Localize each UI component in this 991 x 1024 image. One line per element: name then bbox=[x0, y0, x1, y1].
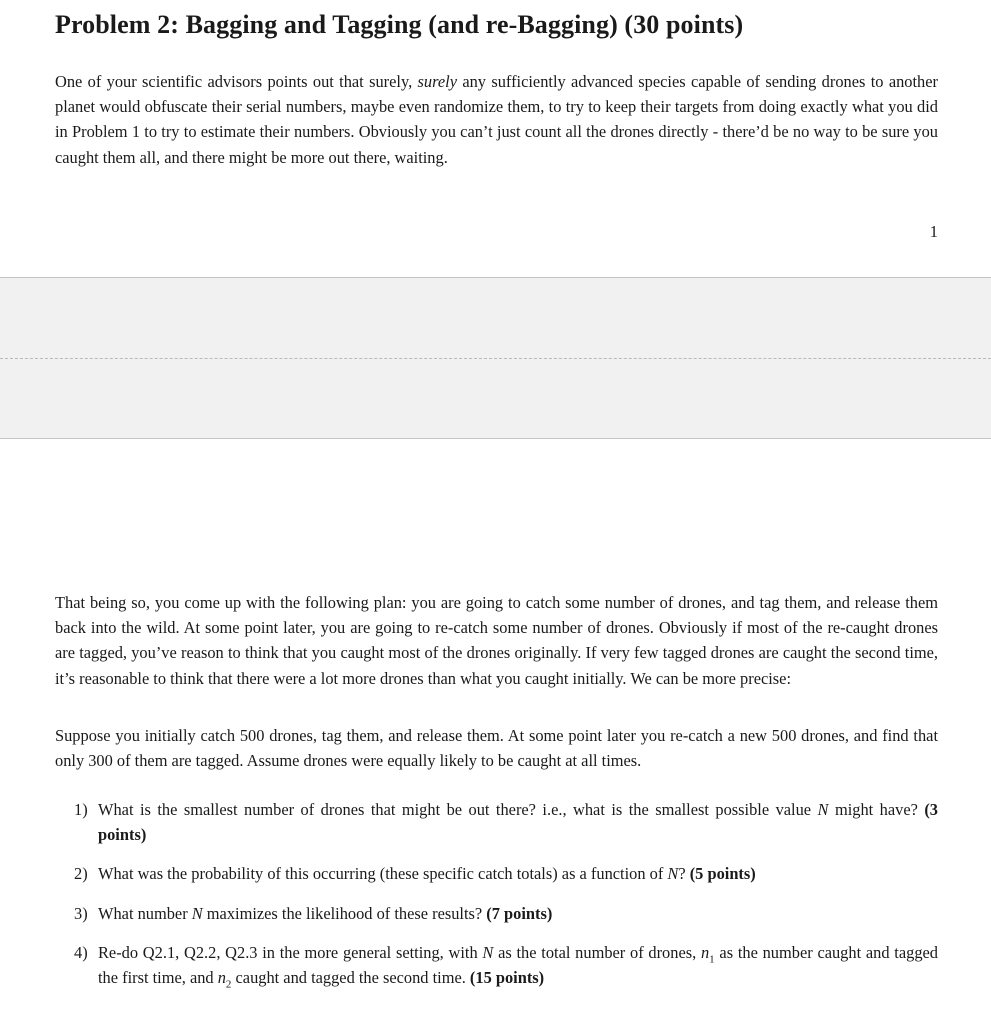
page-number: 1 bbox=[929, 222, 938, 241]
question-text: caught and tagged the second time. bbox=[231, 968, 470, 988]
points-label: (7 points) bbox=[486, 903, 553, 923]
question-number: 3) bbox=[74, 903, 88, 923]
page-gap bbox=[0, 277, 991, 439]
math-variable: N bbox=[482, 942, 494, 962]
question-item bbox=[55, 940, 938, 990]
page-break-divider bbox=[0, 358, 991, 359]
intro-text-start: One of your scientific advisors points out that surely, bbox=[55, 72, 418, 91]
question-text: as the number caught and tagged the first time, and bbox=[98, 942, 938, 988]
plan-paragraph: That being so, you come up with the following plan: you are going to catch some number of drones, and tag them, and release them back into the wild. At some point later, you are going to re-catch some number of drones. Obviously if most of the re-caught drones are tagged, you’ve reason to think that you caught most of the drones originally. If very few tagged drones are caught the second time, it’s reasonable to think that there were a lot more drones than what you caught initially. We can be more precise: bbox=[55, 593, 938, 688]
intro-emphasis: surely bbox=[417, 72, 457, 91]
question-text: What number bbox=[98, 903, 192, 923]
question-text: ? bbox=[678, 864, 690, 884]
question-item bbox=[55, 797, 938, 847]
math-variable: N bbox=[667, 864, 679, 884]
question-text: might have? bbox=[828, 800, 925, 819]
math-variable: N bbox=[191, 903, 203, 923]
math-variable-n1: $n_1$ bbox=[700, 942, 715, 966]
intro-text-end: any sufficiently advanced species capable of sending drones to another planet would obfuscate their serial numbers, maybe even randomize them, to try to keep their targets from doing exactly what you did in Problem 1 to try to estimate their numbers. Obviously you can’t just count all the drones directly - there’d be no way to be sure you caught them all, and there might be more out there, waiting. bbox=[55, 72, 938, 167]
points-label: (15 points) bbox=[469, 968, 545, 988]
question-text: Re-do Q2.1, Q2.2, Q2.3 in the more general setting, with bbox=[98, 942, 483, 962]
question-list bbox=[55, 797, 938, 1004]
question-text: maximizes the likelihood of these results? bbox=[202, 903, 487, 923]
question-number: 1) bbox=[74, 800, 88, 819]
points-label: (5 points) bbox=[689, 864, 756, 884]
problem-title: Problem 2: Bagging and Tagging (and re-Bagging) (30 points) bbox=[55, 10, 744, 39]
question-number: 4) bbox=[74, 942, 88, 962]
page-1-bottom bbox=[0, 0, 991, 277]
suppose-paragraph: Suppose you initially catch 500 drones, tag them, and release them. At some point later you re-catch a new 500 drones, and find that only 300 of them are tagged. Assume drones were equally likely to be caught at all times. bbox=[55, 726, 938, 771]
intro-paragraph bbox=[55, 69, 938, 170]
math-variable-n2: $n_2$ bbox=[217, 968, 232, 991]
question-number: 2) bbox=[74, 864, 88, 884]
math-variable: N bbox=[817, 800, 829, 819]
question-item bbox=[55, 901, 938, 926]
question-text: What was the probability of this occurring (these specific catch totals) as a function of bbox=[98, 864, 668, 884]
question-item bbox=[55, 861, 938, 886]
question-text: as the total number of drones, bbox=[493, 942, 701, 962]
question-text: What is the smallest number of drones that might be out there? i.e., what is the smallest possible value bbox=[98, 800, 818, 819]
points-label: (3 points) bbox=[98, 800, 938, 845]
